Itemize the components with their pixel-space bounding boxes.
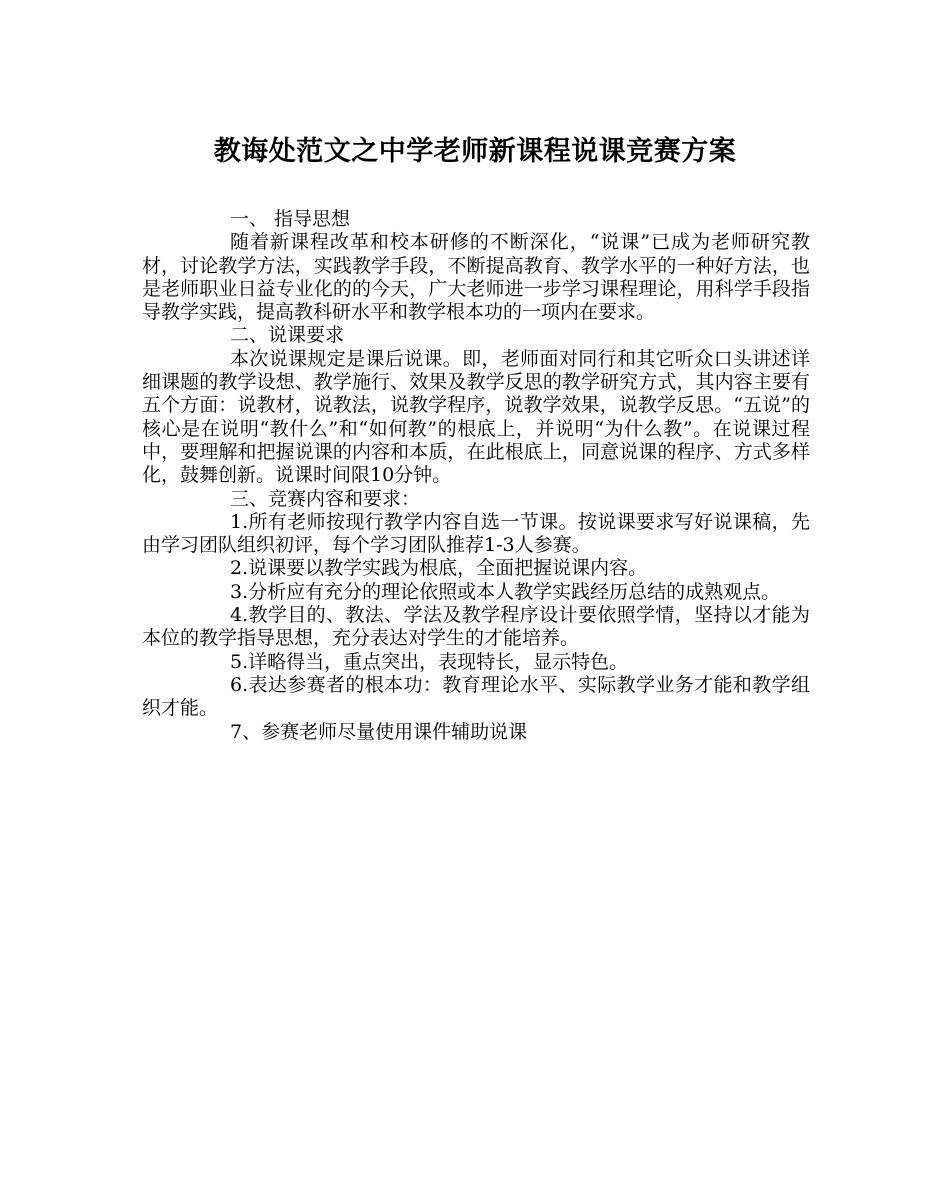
list-item-4: 4.教学目的、教法、学法及教学程序设计要依照学情，坚持以才能为本位的教学指导思想，充分表达对学生的才能培养。 bbox=[142, 604, 810, 650]
section-heading-requirements: 二、说课要求 bbox=[230, 324, 345, 347]
paragraph-requirements: 本次说课规定是课后说课。即，老师面对同行和其它听众口头讲述详细课题的教学设想、教学施行、效果及教学反思的教学研究方式，其内容主要有五个方面：说教材，说教法，说教学程序，说教学效果，说教学反思。“五说”的核心是在说明“教什么”和“如何教”的根底上，并说明“为什么教”。在说课过程中，要理解和把握说课的内容和本质，在此根底上，同意说课的程序、方式多样化，鼓舞创新。说课时间限10分钟。 bbox=[142, 347, 810, 487]
list-item-3: 3.分析应有充分的理论依照或本人教学实践经历总结的成熟观点。 bbox=[230, 580, 781, 603]
document-body bbox=[142, 208, 810, 744]
list-item-7: 7、参赛老师尽量使用课件辅助说课 bbox=[230, 720, 528, 743]
document-title: 教诲处范文之中学老师新课程说课竞赛方案 bbox=[213, 136, 737, 167]
list-item-2: 2.说课要以教学实践为根底，全面把握说课内容。 bbox=[230, 557, 648, 580]
paragraph-guiding-thought: 随着新课程改革和校本研修的不断深化，“说课”已成为老师研究教材，讨论教学方法，实践教学手段，不断提高教育、教学水平的一种好方法，也是老师职业日益专业化的的今天，广大老师进一步学习课程理论，用科学手段指导教学实践，提高教科研水平和教学根本功的一项内在要求。 bbox=[142, 231, 810, 324]
section-heading-contest-content: 三、竞赛内容和要求： bbox=[230, 487, 421, 510]
list-item-6: 6.表达参赛者的根本功：教育理论水平、实际教学业务才能和教学组织才能。 bbox=[142, 673, 810, 720]
list-item-5: 5.详略得当，重点突出，表现特长，显示特色。 bbox=[230, 650, 629, 673]
list-item-1: 1.所有老师按现行教学内容自选一节课。按说课要求写好说课稿，先由学习团队组织初评，每个学习团队推荐1-3人参赛。 bbox=[142, 510, 810, 557]
section-heading-guiding-thought: 一、 指导思想 bbox=[230, 208, 351, 230]
